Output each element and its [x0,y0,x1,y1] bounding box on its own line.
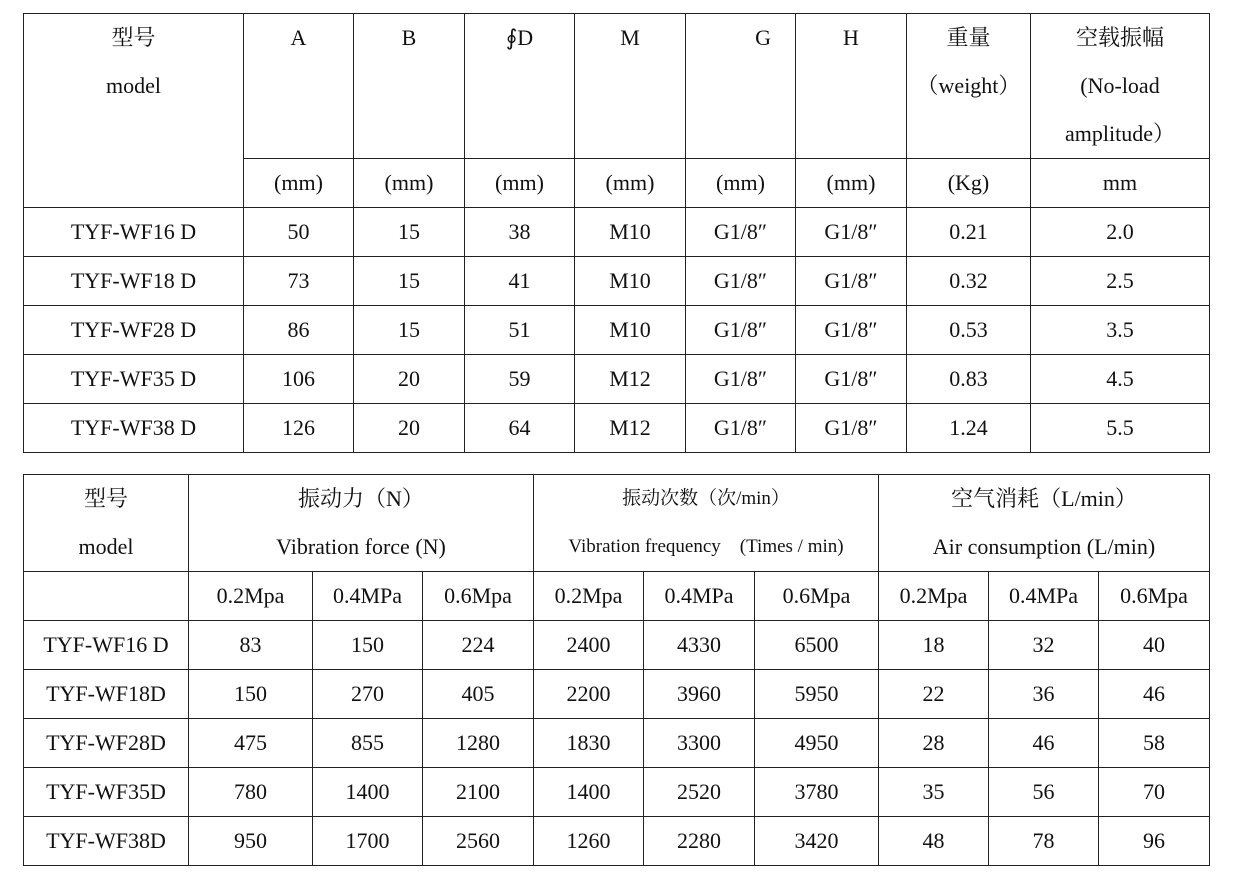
force-cell: 1700 [313,817,423,866]
model-cell: TYF-WF28D [24,719,189,768]
cell-a: 86 [244,306,354,355]
cell-a: 126 [244,404,354,453]
table-row [24,670,1210,719]
cell-h: G1/8″ [796,355,907,404]
freq-cell: 3960 [644,670,755,719]
force-cell: 150 [189,670,313,719]
air-cell: 46 [989,719,1099,768]
freq-cell: 4950 [755,719,879,768]
dims-header-m: M [575,14,686,159]
cell-weight: 0.32 [907,257,1031,306]
dims-header-weight-en: （weight） [916,73,1021,98]
cell-g: G1/8″ [686,355,796,404]
perf-header-air-cn: 空气消耗（L/min） [879,475,1210,524]
dims-header-row [24,14,1210,159]
model-cell: TYF-WF38 D [24,404,244,453]
perf-header-air-en: Air consumption (L/min) [879,523,1210,572]
cell-m: M10 [575,257,686,306]
cell-a: 106 [244,355,354,404]
cell-d: 38 [465,208,575,257]
air-cell: 18 [879,621,989,670]
pressure-cell: 0.6Mpa [423,572,534,621]
freq-cell: 2200 [534,670,644,719]
cell-h: G1/8″ [796,404,907,453]
air-cell: 28 [879,719,989,768]
cell-m: M12 [575,404,686,453]
dims-header-amplitude [1031,14,1210,159]
air-cell: 35 [879,768,989,817]
cell-amplitude: 2.0 [1031,208,1210,257]
air-cell: 46 [1099,670,1210,719]
cell-weight: 1.24 [907,404,1031,453]
model-cell: TYF-WF16 D [24,621,189,670]
dimensions-table [23,13,1210,453]
cell-b: 20 [354,404,465,453]
perf-header-model-cn: 型号 [83,486,128,511]
cell-amplitude: 4.5 [1031,355,1210,404]
force-cell: 224 [423,621,534,670]
perf-header-freq-en: Vibration frequency (Times / min) [534,523,879,572]
freq-cell: 2280 [644,817,755,866]
cell-b: 15 [354,306,465,355]
freq-cell: 4330 [644,621,755,670]
cell-d: 41 [465,257,575,306]
perf-pressure-row [24,572,1210,621]
cell-amplitude: 5.5 [1031,404,1210,453]
table-row [24,817,1210,866]
pressure-cell: 0.2Mpa [189,572,313,621]
pressure-cell: 0.2Mpa [879,572,989,621]
freq-cell: 6500 [755,621,879,670]
pressure-cell: 0.4MPa [644,572,755,621]
model-cell: TYF-WF35D [24,768,189,817]
freq-cell: 3420 [755,817,879,866]
cell-a: 73 [244,257,354,306]
dims-header-amp-en1: (No-load [1080,73,1160,98]
force-cell: 2100 [423,768,534,817]
freq-cell: 1400 [534,768,644,817]
cell-b: 15 [354,208,465,257]
table-row [24,719,1210,768]
perf-header-row-cn [24,475,1210,524]
dims-unit-h: (mm) [796,159,907,208]
dims-header-d: ∮D [465,14,575,159]
dims-header-weight [907,14,1031,159]
dims-header-amp-cn: 空载振幅 [1075,25,1164,50]
cell-m: M10 [575,208,686,257]
cell-weight: 0.53 [907,306,1031,355]
freq-cell: 2520 [644,768,755,817]
cell-m: M12 [575,355,686,404]
air-cell: 70 [1099,768,1210,817]
air-cell: 56 [989,768,1099,817]
freq-cell: 2400 [534,621,644,670]
model-cell: TYF-WF18D [24,670,189,719]
table-row [24,208,1210,257]
pressure-cell: 0.6Mpa [755,572,879,621]
table-row [24,621,1210,670]
model-cell: TYF-WF18 D [24,257,244,306]
table-row [24,306,1210,355]
cell-d: 51 [465,306,575,355]
cell-m: M10 [575,306,686,355]
performance-table [23,474,1210,866]
dims-header-h: H [796,14,907,159]
dims-unit-b: (mm) [354,159,465,208]
dims-header-amp-en2: amplitude） [1065,121,1175,146]
air-cell: 22 [879,670,989,719]
cell-weight: 0.83 [907,355,1031,404]
perf-header-row-en [24,523,1210,572]
model-cell: TYF-WF38D [24,817,189,866]
cell-d: 59 [465,355,575,404]
cell-g: G1/8″ [686,404,796,453]
freq-cell: 1830 [534,719,644,768]
force-cell: 2560 [423,817,534,866]
freq-cell: 3780 [755,768,879,817]
air-cell: 36 [989,670,1099,719]
model-cell: TYF-WF16 D [24,208,244,257]
force-cell: 780 [189,768,313,817]
dims-unit-d: (mm) [465,159,575,208]
air-cell: 40 [1099,621,1210,670]
pressure-cell: 0.2Mpa [534,572,644,621]
cell-h: G1/8″ [796,208,907,257]
cell-d: 64 [465,404,575,453]
perf-header-force-en: Vibration force (N) [189,523,534,572]
air-cell: 78 [989,817,1099,866]
perf-header-freq-cn: 振动次数（次/min） [534,475,879,524]
force-cell: 855 [313,719,423,768]
dims-header-model-cn: 型号 [111,25,156,50]
perf-header-model-en: model [78,534,134,559]
air-cell: 32 [989,621,1099,670]
freq-cell: 3300 [644,719,755,768]
pressure-cell: 0.4MPa [313,572,423,621]
dims-unit-g: (mm) [686,159,796,208]
pressure-cell: 0.4MPa [989,572,1099,621]
cell-b: 15 [354,257,465,306]
cell-amplitude: 2.5 [1031,257,1210,306]
table-row [24,257,1210,306]
cell-g: G1/8″ [686,306,796,355]
cell-amplitude: 3.5 [1031,306,1210,355]
model-cell: TYF-WF28 D [24,306,244,355]
air-cell: 96 [1099,817,1210,866]
perf-header-force-cn: 振动力（N） [189,475,534,524]
table-row [24,768,1210,817]
cell-g: G1/8″ [686,208,796,257]
force-cell: 270 [313,670,423,719]
force-cell: 950 [189,817,313,866]
dims-header-weight-cn: 重量 [946,25,991,50]
cell-weight: 0.21 [907,208,1031,257]
force-cell: 83 [189,621,313,670]
model-cell: TYF-WF35 D [24,355,244,404]
dims-header-b: B [354,14,465,159]
pressure-cell: 0.6Mpa [1099,572,1210,621]
freq-cell: 5950 [755,670,879,719]
dims-unit-a: (mm) [244,159,354,208]
force-cell: 475 [189,719,313,768]
air-cell: 48 [879,817,989,866]
force-cell: 150 [313,621,423,670]
dims-unit-weight: (Kg) [907,159,1031,208]
perf-pressure-empty [24,572,189,621]
table-row [24,355,1210,404]
force-cell: 1400 [313,768,423,817]
cell-h: G1/8″ [796,306,907,355]
dims-header-model-en: model [106,73,161,98]
air-cell: 58 [1099,719,1210,768]
dims-header-g: G [686,14,796,159]
cell-g: G1/8″ [686,257,796,306]
dims-header-a: A [244,14,354,159]
table-row [24,404,1210,453]
cell-b: 20 [354,355,465,404]
force-cell: 405 [423,670,534,719]
perf-header-model [24,475,189,572]
dims-unit-amplitude: mm [1031,159,1210,208]
cell-h: G1/8″ [796,257,907,306]
dims-header-model [24,14,244,208]
dims-unit-m: (mm) [575,159,686,208]
freq-cell: 1260 [534,817,644,866]
cell-a: 50 [244,208,354,257]
force-cell: 1280 [423,719,534,768]
